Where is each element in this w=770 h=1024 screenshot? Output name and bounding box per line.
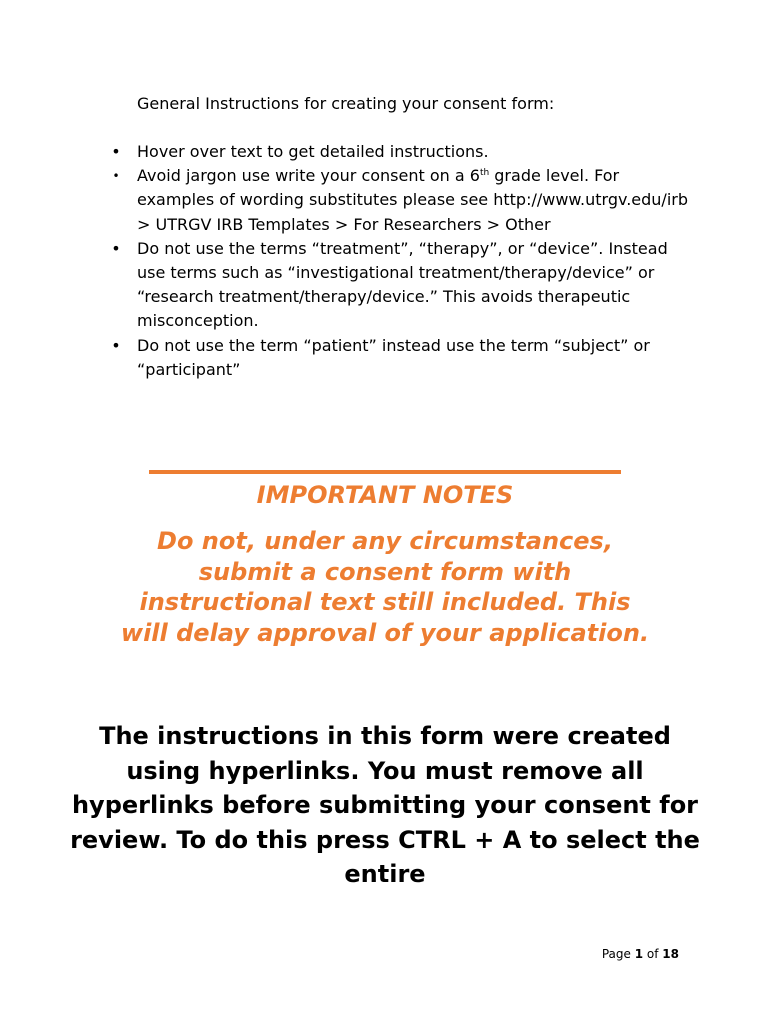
list-item-text: Do not use the term “patient” instead use the term “subject” or “participant”: [137, 335, 650, 379]
bullet-icon: •: [111, 335, 121, 355]
list-item-text: Avoid jargon use write your consent on a 6: [137, 166, 480, 186]
list-item: [110, 164, 690, 237]
list-item-text: Hover over text to get detailed instructions.: [137, 142, 489, 161]
page-label: Page: [601, 947, 631, 961]
bullet-icon: •: [112, 169, 120, 184]
list-item: [110, 334, 690, 382]
important-notes-warning: Do not, under any circumstances, submit a consent form with instructional text still included. This will delay approval of your application.: [120, 527, 650, 647]
list-item-text: grade level. For examples of wording substitutes please see http://www.utrgv.edu/irb > UTRGV IRB Templates > For Researchers > Other: [137, 166, 688, 234]
instructions-list: [110, 140, 690, 382]
section-divider: [149, 470, 621, 474]
list-item-text: Do not use the terms “treatment”, “therapy”, or “device”. Instead use terms such as “investigational treatment/therapy/device” or “research treatment/therapy/device.” This avoids therapeutic misconception.: [137, 238, 668, 331]
bullet-icon: •: [111, 142, 121, 161]
total-pages: 18: [662, 947, 679, 961]
hyperlinks-notice: The instructions in this form were created using hyperlinks. You must remove all hyperlinks before submitting your consent for review. To do this press CTRL + A to select the entire: [70, 722, 700, 888]
list-item: [110, 140, 690, 164]
of-label: of: [646, 947, 659, 961]
list-item: [110, 237, 690, 334]
instructions-heading: General Instructions for creating your consent form:: [137, 94, 555, 113]
page-footer: [602, 945, 679, 963]
important-notes-title: IMPORTANT NOTES: [256, 481, 514, 509]
page-number: 1: [634, 947, 644, 961]
bullet-icon: •: [111, 238, 121, 258]
ordinal-superscript: th: [479, 168, 490, 179]
